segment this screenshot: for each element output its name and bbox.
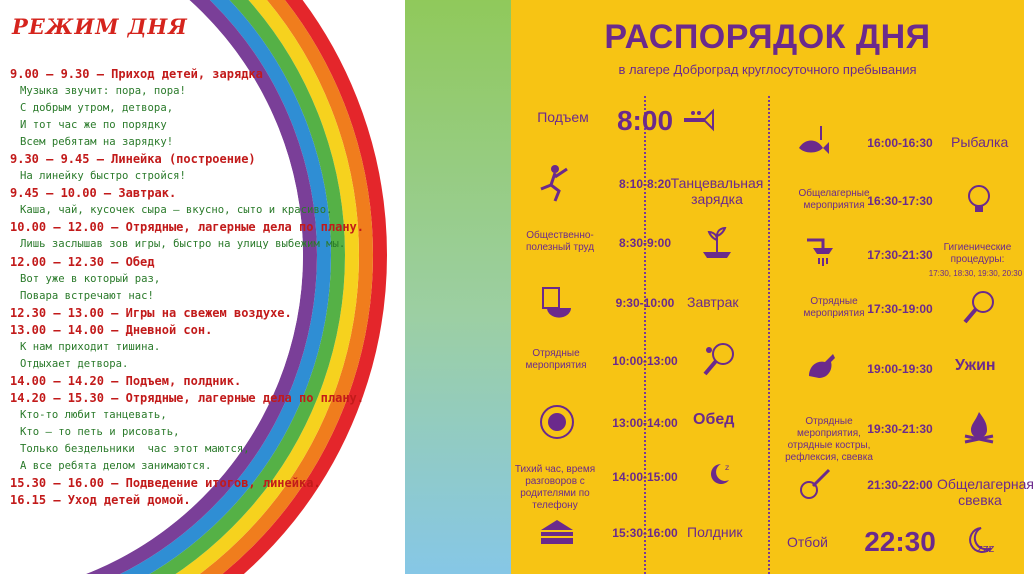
schedule-label: Отрядные мероприятия [803,296,865,319]
schedule-time: 14:00-15:00 [612,470,678,484]
left-title: РЕЖИМ ДНЯ [12,14,188,39]
verse-line: И тот час же по порядку [20,119,167,132]
verse-line: Кто-то любит танцевать, [20,408,167,421]
zzz-icon [959,522,999,562]
schedule-time-line: 14.00 – 14.20 – Подъем, полдник. [10,373,242,388]
schedule-time: 8:00 [616,105,674,136]
verse-line: Вот уже в который раз, [20,272,161,285]
svg-text:z: z [725,463,730,472]
verse-line: На линейку быстро стройся! [20,170,186,183]
plant-hands-icon [697,222,737,262]
sandwich-icon [537,512,577,552]
schedule-time: 13:00-14:00 [612,416,678,430]
schedule-label: Общественно-полезный труд [525,230,595,253]
schedule-label: Ужин [955,357,996,374]
verse-line: Повара встречают нас! [20,289,154,302]
schedule-time: 9:30-10:00 [615,296,675,310]
timeline-right [768,96,770,574]
campfire-icon [959,408,999,448]
guitar-icon [795,464,835,504]
schedule-label: Гигиенические процедуры: [943,242,1012,265]
schedule-time-line: 12.30 – 13.00 – Игры на свежем воздухе. [10,305,292,320]
schedule-time: 21:30-22:00 [867,478,933,492]
schedule-label: Тихий час, время разговоров с родителями по телефону [514,464,596,511]
schedule-time-line: 14.20 – 15.30 – Отрядные, лагерные дела по плану. [10,390,365,405]
schedule-time-line: 15.30 – 16.00 – Подведение итогов, линейка. [10,476,321,491]
schedule-sublabel: 17:30, 18:30, 19:30, 20:30 [928,269,1023,278]
schedule-time: 8:30-9:00 [618,236,672,250]
verse-line: Кто – то петь и рисовать, [20,425,180,438]
verse-line: Каша, чай, кусочек сыра – вкусно, сыто и красиво. [20,204,333,217]
tennis-icon [699,340,739,380]
left-lines [10,66,400,509]
right-title: РАСПОРЯДОК ДНЯ [604,18,931,56]
verse-line: Музыка звучит: пора, пора! [20,85,186,98]
schedule-time: 17:30-21:30 [867,248,933,262]
schedule-label: Отбой [787,534,828,550]
schedule-time: 19:30-21:30 [867,422,933,436]
schedule-time-line: 9.30 – 9.45 – Линейка (построение) [10,152,256,167]
schedule-label: Отрядные мероприятия, отрядные костры, рефлексия, свевка [785,416,873,463]
sleep-icon [699,456,739,496]
schedule-label: Обед [693,411,735,428]
right-schedule-panel [511,0,1034,574]
verse-line: Всем ребятам на зарядку! [20,136,174,149]
dancer-icon [533,163,573,203]
schedule-time-line: 16.15 – Уход детей домой. [10,493,191,508]
schedule-time-line: 10.00 – 12.00 – Отрядные, лагерные дела по плану. [10,220,365,235]
svg-text:zzz: zzz [977,542,995,555]
schedule-time: 19:00-19:30 [867,362,933,376]
verse-line: Только бездельники час этот маются, [20,443,250,456]
schedule-time-line: 9.45 – 10.00 – Завтрак. [10,186,177,201]
schedule-time-line: 9.00 – 9.30 – Приход детей, зарядка [10,67,263,81]
verse-line: А все ребята делом занимаются. [20,460,212,473]
schedule-time-line: 12.00 – 12.30 – Обед [10,254,155,269]
schedule-label: Подъем [537,109,589,125]
shower-icon [797,234,837,274]
verse-line: К нам приходит тишина. [20,340,161,353]
schedule-time: 16:00-16:30 [867,136,933,150]
schedule-label: Завтрак [687,294,739,310]
schedule-time: 8:10-8:20 [618,177,672,191]
timeline-left [644,96,646,574]
left-schedule-panel [0,0,405,574]
schedule-label: Общелагерная свевка [937,476,1034,508]
bulb-icon [959,180,999,220]
schedule-time: 10:00-13:00 [612,354,678,368]
verse-line: С добрым утром, детвора, [20,102,174,115]
racket-icon [959,288,999,328]
verse-line: Лишь заслышав зов игры, быстро на улицу выбежим мы. [20,238,346,251]
schedule-time: 22:30 [864,526,936,557]
schedule-label: Танцевальная зарядка [670,175,764,207]
schedule-time: 16:30-17:30 [867,194,933,208]
gradient-divider [405,0,511,574]
verse-line: Отдыхает детвора. [20,357,129,370]
chicken-icon [799,348,839,388]
schedule-label: Полдник [687,524,743,540]
schedule-time-line: 13.00 – 14.00 – Дневной сон. [10,322,213,337]
right-subtitle: в лагере Доброград круглосуточного пребывания [618,62,917,77]
breakfast-icon [537,282,577,322]
fish-icon [793,122,833,162]
schedule-time: 17:30-19:00 [867,302,933,316]
schedule-label: Отрядные мероприятия [525,348,587,371]
trumpet-icon [681,97,721,137]
schedule-label: Общелагерные мероприятия [798,188,870,211]
schedule-label: Рыбалка [951,134,1009,150]
plate-icon [537,402,577,442]
schedule-time: 15:30-16:00 [612,526,678,540]
